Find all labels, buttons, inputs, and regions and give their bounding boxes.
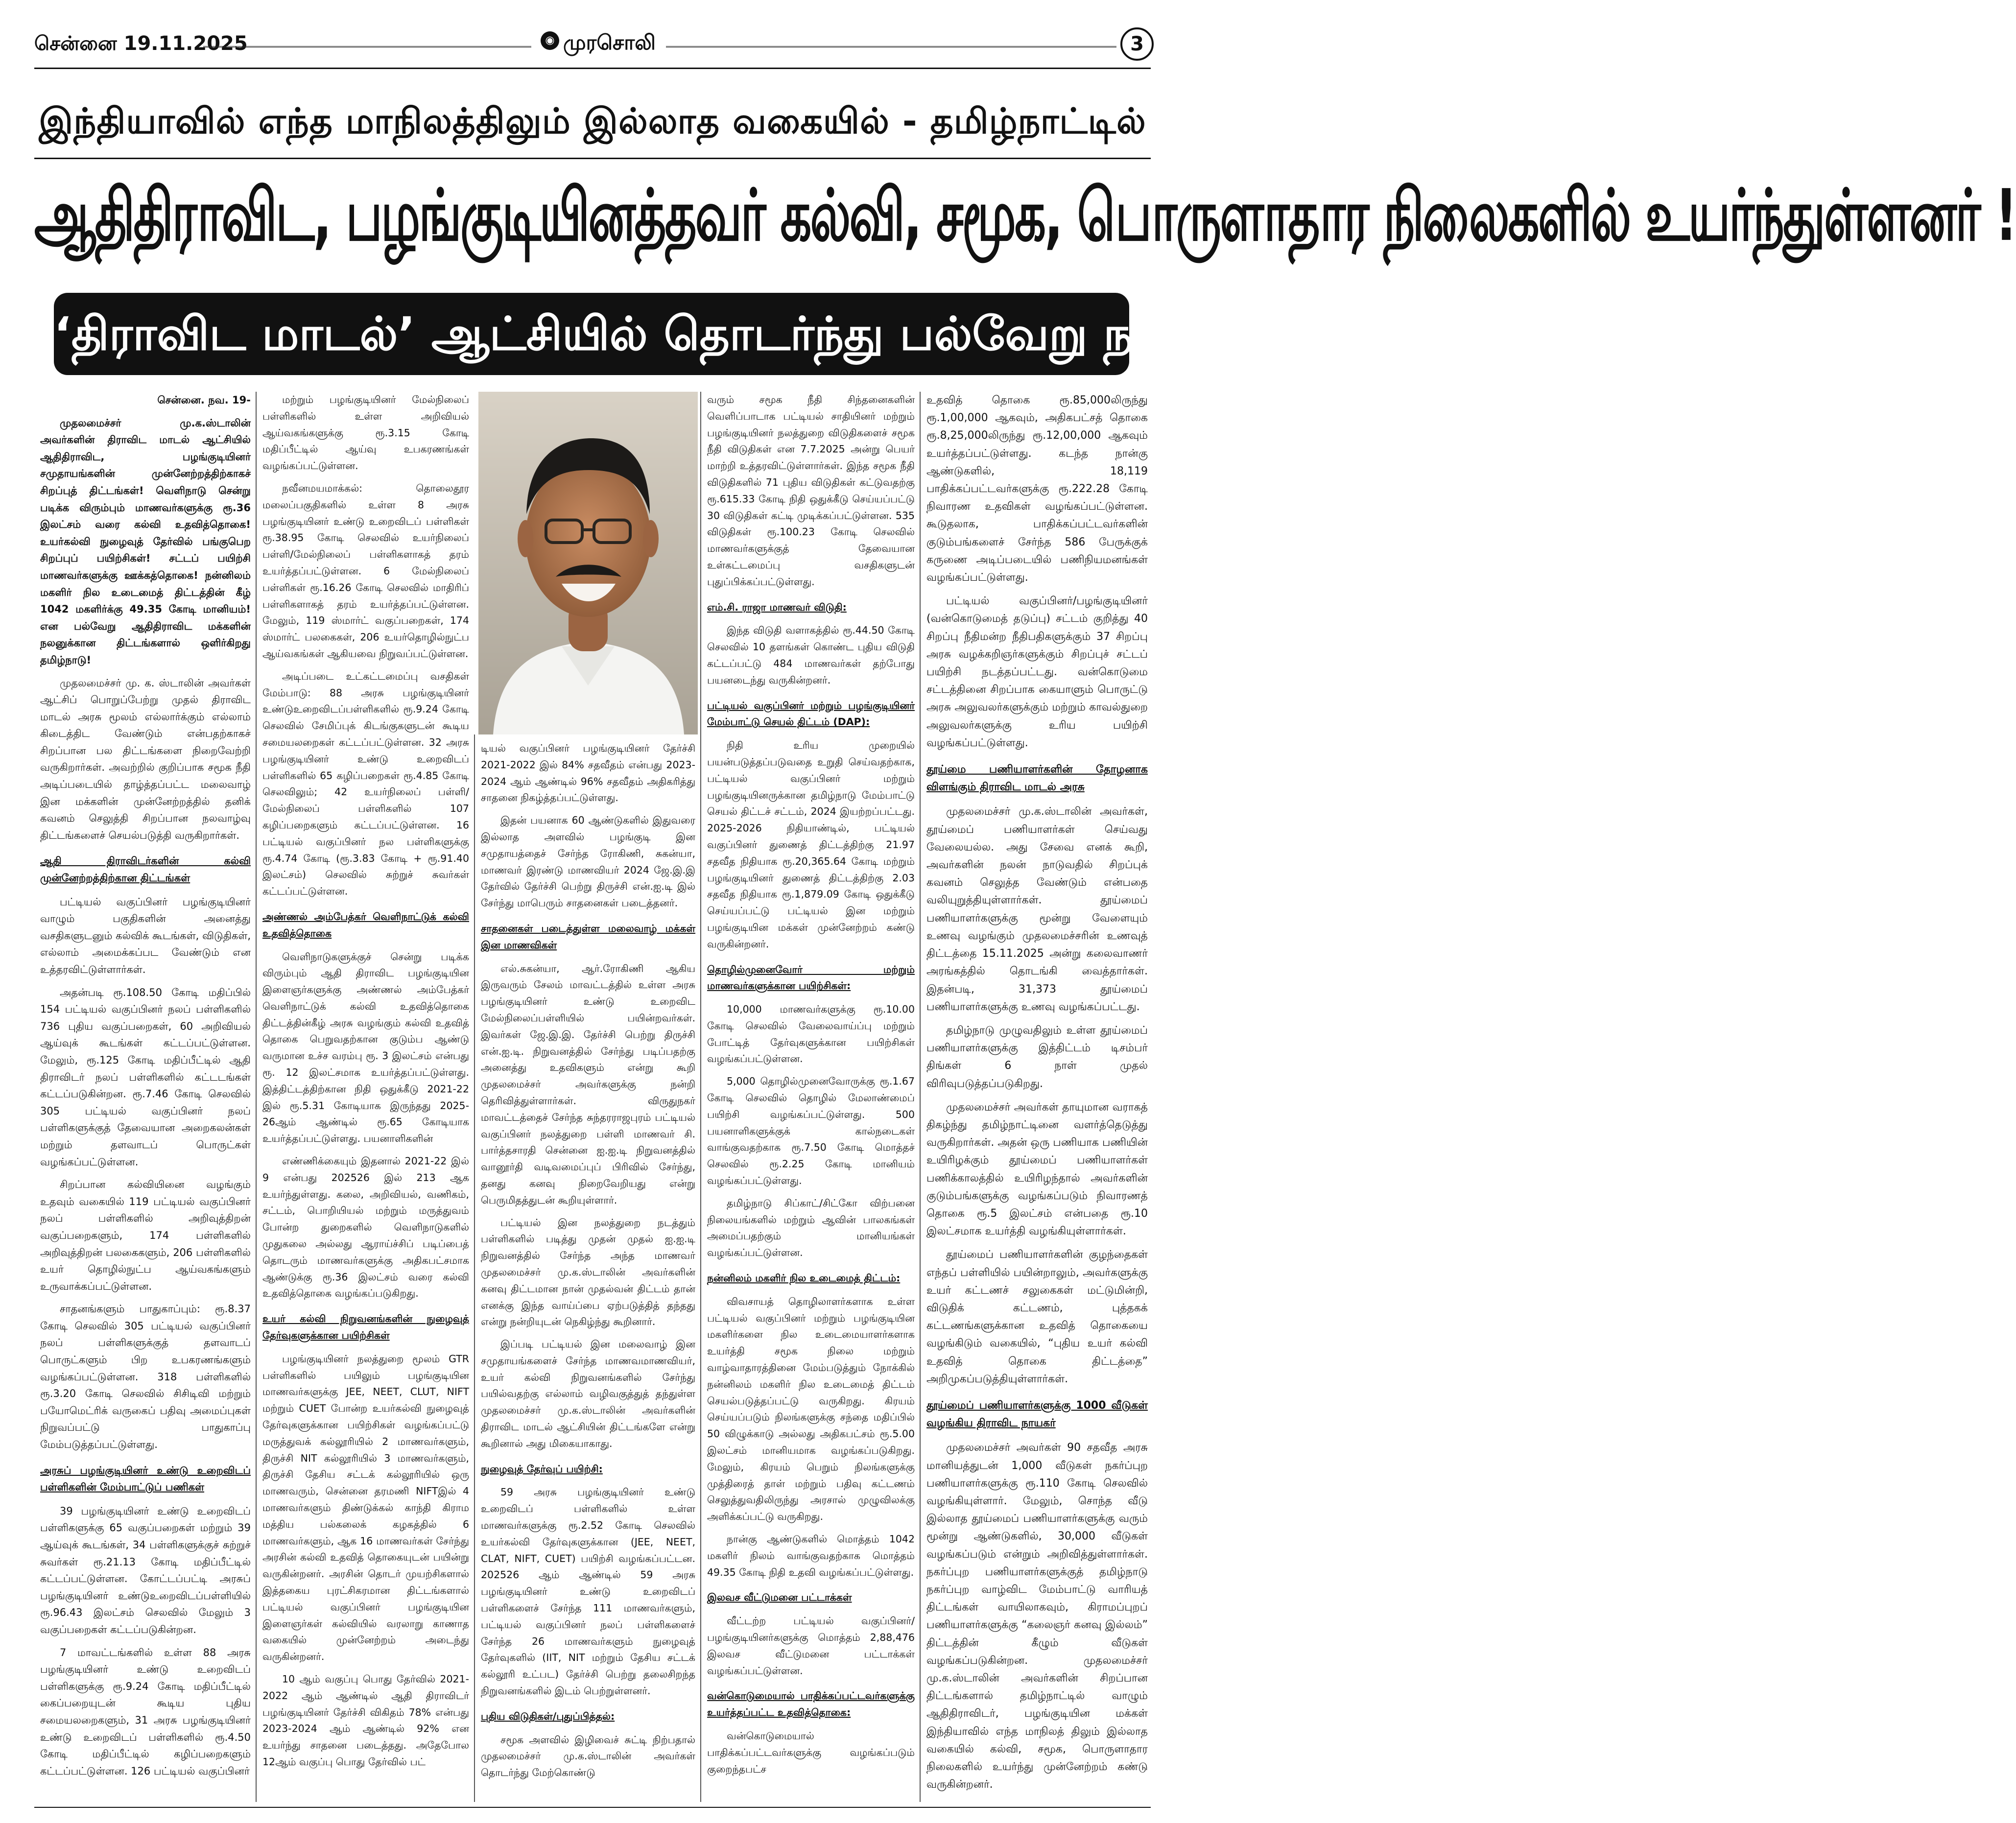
subheading: அரசுப் பழங்குடியினர் உண்டு உறைவிடப் பள்ளிகளின் மேம்பாட்டுப் பணிகள் xyxy=(40,1464,251,1493)
paragraph: நவீனமயமாக்கல்: தொலைதூர மலைப்பகுதிகளில் உள்ள 8 அரசு பழங்குடியினர் உண்டு உறைவிடப் பள்ளிகள் ரூ.38.95 கோடி செலவில் உயர்நிலைப் பள்ளி/மேல்நிலைப் பள்ளிகளாகத் தரம் உயர்த்தப்பட்டுள்ளன. 6 மேல்நிலைப் பள்ளிகள் ரூ.16.26 கோடி செலவில் மாதிரிப் பள்ளிகளாகத் தரம் உயர்த்தப்பட்டுள்ளன. மேலும், 119 ஸ்மார்ட் வகுப்பறைகள், 174 ஸ்மார்ட் பலகைகள், 206 உயர்தொழில்நுட்ப ஆய்வகங்கள் ஆகியவை நிறுவப்பட்டுள்ளன. xyxy=(262,482,469,660)
paragraph: பட்டியல் இன நலத்துறை நடத்தும் பள்ளிகளில் படித்து முதன் முதல் ஐ.ஐ.டி நிறுவனத்தில் சேர்ந்த அந்த மாணவர் முதலமைச்சர் மு.க.ஸ்டாலின் அவர்களின் கனவு திட்டமான நான் முதல்வன் திட்டம் தான் எனக்கு இந்த வாய்ப்பை ஏற்படுத்தித் தந்தது என்று நன்றியுடன் நெகிழ்ந்து கூறினார். xyxy=(481,1216,695,1328)
paragraph: எல்.சுகன்யா, ஆர்.ரோகிணி ஆகிய இருவரும் சேலம் மாவட்டத்தில் உள்ள அரசு பழங்குடியினர் உண்டு உறைவிட மேல்நிலைப்பள்ளியில் பயின்றவர்கள். இவர்கள் ஜே.இ.இ. தேர்ச்சி பெற்று திருச்சி என்.ஐ.டி. நிறுவனத்தில் சேர்ந்து படிப்பதற்கு அனைத்து உதவிகளும் என்று கூறி முதலமைச்சர் அவர்களுக்கு நன்றி தெரிவித்துள்ளார்கள். விருதுநகர் மாவட்டத்தைச் சேர்ந்த சுந்தரராஜபுரம் பட்டியல் வகுப்பினர் நலத்துறை பள்ளி மாணவர் சி. பார்த்தசாரதி சென்னை ஐ.ஐ.டி நிறுவனத்தில் வானூர்தி வடிவமைப்புப் பிரிவில் சேர்ந்து, தனது கனவு நிறைவேறியது என்று பெருமிதத்துடன் கூறியுள்ளார். xyxy=(481,962,695,1206)
article-column-5 xyxy=(926,392,1148,1799)
paragraph: வீட்டற்ற பட்டியல் வகுப்பினர்/பழங்குடியினர்களுக்கு மொத்தம் 2,88,476 இலவச வீட்டுமனை பட்டாக்கள் வழங்கப்பட்டுள்ளன. xyxy=(707,1615,915,1677)
page-number: 3 xyxy=(1120,27,1154,61)
paragraph: அதன்படி ரூ.108.50 கோடி மதிப்பில் 154 பட்டியல் வகுப்பினர் நலப் பள்ளிகளில் 736 புதிய வகுப்பறைகள், 60 அறிவியல் ஆய்வுக் கூடங்கள் கட்டப்பட்டுள்ளன. மேலும், ரூ.125 கோடி மதிப்பீட்டில் ஆதி திராவிடர் நலப் பள்ளிகளில் கட்டடங்கள் கட்டப்படுகின்றன. ரூ.7.46 கோடி செலவில் 305 பட்டியல் வகுப்பினர் நலப் பள்ளிகளுக்குத் தேவையான அறைகலன்கள் மற்றும் தளவாடப் பொருட்கள் வழங்கப்பட்டுள்ளன. xyxy=(40,986,251,1168)
subheading: புதிய விடுதிகள்/புதுப்பித்தல்: xyxy=(481,1710,615,1722)
paragraph: முதலமைச்சர் மு.க.ஸ்டாலின் அவர்கள், தூய்மைப் பணியாளர்கள் செய்வது வேலையல்ல. அது சேவை எனக் கூறி, அவர்களின் நலன் நாடுவதில் சிறப்புக் கவனம் செலுத்த வேண்டும் என்பதை வலியுறுத்தியுள்ளார்கள். தூய்மைப் பணியாளர்களுக்கு மூன்று வேளையும் உணவு வழங்கும் முதலமைச்சரின் உணவுத் திட்டத்தை 15.11.2025 அன்று கலைவாணர் அரங்கத்தில் தொடங்கி வைத்தார்கள். இதன்படி, 31,373 தூய்மைப் பணியாளர்களுக்கு உணவு வழங்கப்பட்டது. xyxy=(926,805,1148,1013)
paragraph: தமிழ்நாடு முழுவதிலும் உள்ள தூய்மைப் பணியாளர்களுக்கு இத்திட்டம் டிசம்பர் திங்கள் 6 நாள் முதல் விரிவுபடுத்தப்படுகிறது. xyxy=(926,1024,1148,1090)
dateline: சென்னை. நவ. 19- xyxy=(157,394,251,406)
masthead-paper-name: முரசொலி xyxy=(563,30,656,54)
paragraph: எண்ணிக்கையும் இதனால் 2021-22 இல் 9 என்பது 202526 இல் 213 ஆக உயர்ந்துள்ளது. கலை, அறிவியல், வணிகம், சட்டம், பொறியியல் மற்றும் மருத்துவம் போன்ற துறைகளில் வெளிநாடுகளில் முதுகலை அல்லது ஆராய்ச்சிப் படிப்பைத் தொடரும் மாணவர்களுக்கு அதிகபட்சமாக ஆண்டுக்கு ரூ.36 இலட்சம் வரை கல்வி உதவித்தொகை வழங்கப்படுகிறது. xyxy=(262,1155,469,1300)
paragraph: 5,000 தொழில்முனைவோருக்கு ரூ.1.67 கோடி செலவில் தொழில் மேலாண்மைப் பயிற்சி வழங்கப்பட்டுள்ளது. 500 பயனாளிகளுக்குக் கால்நடைகள் வாங்குவதற்காக ரூ.7.50 கோடி மொத்தச் செலவில் ரூ.2.25 கோடி மானியம் வழங்கப்பட்டுள்ளது. xyxy=(707,1075,915,1187)
headline-top: இந்தியாவில் எந்த மாநிலத்திலும் இல்லாத வகையில் - தமிழ்நாட்டில் xyxy=(39,100,1146,142)
paragraph: மற்றும் பழங்குடியினர் மேல்நிலைப் பள்ளிகளில் உள்ள அறிவியல் ஆய்வகங்களுக்கு ரூ.3.15 கோடி மதிப்பீட்டில் ஆய்வு உபகரணங்கள் வழங்கப்பட்டுள்ளன. xyxy=(262,394,469,472)
column-rule xyxy=(920,392,921,1802)
article-column-4 xyxy=(707,392,915,1783)
masthead xyxy=(34,30,1151,60)
subheading: தூய்மைப் பணியாளர்களுக்கு 1000 வீடுகள் வழங்கிய திராவிட நாயகர் xyxy=(926,1399,1148,1430)
banner xyxy=(54,293,1445,375)
paragraph: இந்த விடுதி வளாகத்தில் ரூ.44.50 கோடி செலவில் 10 தளங்கள் கொண்ட புதிய விடுதி கட்டப்பட்டு 484 மாணவர்கள் தற்போது பயனடைந்து வருகின்றனர். xyxy=(707,624,915,686)
headline-divider xyxy=(34,158,1151,159)
headline-main: ஆதிதிராவிட, பழங்குடியினத்தவர் கல்வி, சமூக, பொருளாதார நிலைகளில் உயர்ந்துள்ளனர் ! xyxy=(34,174,2016,257)
paragraph: பட்டியல் வகுப்பினர் பழங்குடியினர் வாழும் பகுதிகளின் அனைத்து வசதிகளுடனும் கல்விக் கூடங்கள், விடுதிகள், எல்லாம் அமைக்கப்பட வேண்டும் என உத்தரவிட்டுள்ளார்கள். xyxy=(40,896,251,975)
paragraph: இதன் பயனாக 60 ஆண்டுகளில் இதுவரை இல்லாத அளவில் பழங்குடி இன சமுதாயத்தைச் சேர்ந்த ரோகிணி, சுகன்யா, மாணவர் இரண்டு மாணவியர் 2024 ஜே.இ.இ தேர்வில் தேர்ச்சி பெற்று திருச்சி என்.ஐ.டி இல் சேர்ந்து மாபெரும் சாதனைகள் படைத்தனர். xyxy=(481,814,695,909)
chief-minister-photo xyxy=(478,392,698,734)
paragraph: சிறப்பான கல்வியினை வழங்கும் உதவும் வகையில் 119 பட்டியல் வகுப்பினர் நலப் பள்ளிகளில் அறிவுத்திறன் வகுப்பறைகளும், 174 பள்ளிகளில் அறிவுத்திறன் பலகைகளும், 206 பள்ளிகளில் உயர் தொழில்நுட்ப ஆய்வகங்களும் உருவாக்கப்பட்டுள்ளன. xyxy=(40,1179,251,1292)
column-rule xyxy=(256,392,257,1802)
paragraph: அடிப்படை உட்கட்டமைப்பு வசதிகள் மேம்பாடு: 88 அரசு பழங்குடியினர் உண்டுஉறைவிடப்பள்ளிகளில் ரூ.9.24 கோடி செலவில் சேமிப்புக் கிடங்குகளுடன் கூடிய சமையலறைகள் கட்டப்பட்டுள்ளன. 32 அரசு பழங்குடியினர் உண்டு உறைவிடப் பள்ளிகளில் 65 கழிப்பறைகள் ரூ.4.85 கோடி செலவிலும்; 42 உயர்நிலைப் பள்ளி/மேல்நிலைப் பள்ளிகளில் 107 கழிப்பறைகளும் கட்டப்பட்டுள்ளன. 16 பட்டியல் வகுப்பினர் நல பள்ளிகளுக்கு ரூ.4.74 கோடி (ரூ.3.83 கோடி + ரூ.91.40 இலட்சம்) செலவில் சுற்றுச் சுவர்கள் கட்டப்பட்டுள்ளன. xyxy=(262,670,469,898)
article-column-2 xyxy=(262,392,469,1776)
subheading: சாதனைகள் படைத்துள்ள மலைவாழ் மக்கள் இன மாணவிகள் xyxy=(481,922,695,951)
paragraph: இப்படி பட்டியல் இன மலைவாழ் இன சமுதாயங்களைச் சேர்ந்த மாணவமாணவியர், உயர் கல்வி நிறுவனங்களில் சேர்ந்து பயில்வதற்கு எல்லாம் வழிவகுத்துத் தந்துள்ள முதலமைச்சர் மு.க.ஸ்டாலின் அவர்களின் திராவிட மாடல் ஆட்சியின் திட்டங்களே என்று கூறினால் அது மிகையாகாது. xyxy=(481,1338,695,1449)
paragraph: வன்கொடுமையால் பாதிக்கப்பட்டவர்களுக்கு வழங்கப்படும் குறைந்தபட்ச xyxy=(707,1729,915,1775)
article-column-1 xyxy=(40,392,251,1785)
paragraph: தூய்மைப் பணியாளர்களின் குழந்தைகள் எந்தப் பள்ளியில் பயின்றாலும், அவர்களுக்கு உயர் கட்டணச் சலுகைகள் மட்டுமின்றி, விடுதிக் கட்டணம், புத்தகக் கட்டணங்களுக்கான உதவித் தொகையை வழங்கிடும் வகையில், “புதிய உயர் கல்வி உதவித் தொகை திட்டத்தை” அறிமுகப்படுத்தியுள்ளார்கள். xyxy=(926,1249,1148,1385)
lead-paragraph: முதலமைச்சர் மு.க.ஸ்டாலின் அவர்களின் திராவிட மாடல் ஆட்சியில் ஆதிதிராவிட, பழங்குடியினர் சமுதாயங்களின் முன்னேற்றத்திற்காகச் சிறப்புத் திட்டங்கள்! வெளிநாடு சென்று படிக்க விரும்பும் மாணவர்களுக்கு ரூ.36 இலட்சம் வரை கல்வி உதவித்தொகை! உயர்கல்வி நுழைவுத் தேர்வில் பங்குபெற சிறப்புப் பயிற்சிகள்! சட்டப் பயிற்சி மாணவர்களுக்கு ஊக்கத்தொகை! நன்னிலம் மகளிர் நில உடைமைத் திட்டத்தின் கீழ் 1042 மகளிர்க்கு 49.35 கோடி மானியம்! என பல்வேறு ஆதிதிராவிட மக்களின் நலனுக்கான திட்டங்களால் ஒளிர்கிறது தமிழ்நாடு! xyxy=(40,417,251,666)
paragraph: வரும் சமூக நீதி சிந்தனைகளின் வெளிப்பாடாக பட்டியல் சாதியினர் மற்றும் பழங்குடியினர் நலத்துறை விடுதிகளைச் சமூக நீதி விடுதிகள் என 7.7.2025 அன்று பெயர் மாற்றி உத்தரவிட்டுள்ளார்கள். இந்த சமூக நீதி விடுதிகளில் 71 புதிய விடுதிகள் கட்டுவதற்கு ரூ.615.33 கோடி நிதி ஒதுக்கீடு செய்யப்பட்டு 30 விடுதிகள் கட்டி முடிக்கப்பட்டுள்ளன. 535 விடுதிகள் ரூ.100.23 கோடி செலவில் மாணவர்களுக்குத் தேவையான உள்கட்டமைப்பு வசதிகளுடன் புதுப்பிக்கப்பட்டுள்ளது. xyxy=(707,394,915,588)
paragraph: நான்கு ஆண்டுகளில் மொத்தம் 1042 மகளிர் நிலம் வாங்குவதற்காக மொத்தம் 49.35 கோடி நிதி உதவி வழங்கப்பட்டுள்ளது. xyxy=(707,1533,915,1578)
paragraph: சாதனங்களும் பாதுகாப்பும்: ரூ.8.37 கோடி செலவில் 305 பட்டியல் வகுப்பினர் நலப் பள்ளிகளுக்குத் தளவாடப் பொருட்களும் பிற உபகரணங்களும் வழங்கப்பட்டுள்ளன. 318 பள்ளிகளில் ரூ.3.20 கோடி செலவில் சிசிடிவி மற்றும் பயோமெட்ரிக் வருகைப் பதிவு அமைப்புகள் நிறுவப்பட்டு பாதுகாப்பு மேம்படுத்தப்பட்டுள்ளது. xyxy=(40,1303,251,1451)
page-bottom-rule xyxy=(34,1807,1151,1808)
paragraph: நிதி உரிய முறையில் பயன்படுத்தப்படுவதை உறுதி செய்வதற்காக, பட்டியல் வகுப்பினர் மற்றும் பழங்குடியினருக்கான தமிழ்நாடு மேம்பாட்டு செயல் திட்டச் சட்டம், 2024 இயற்றப்பட்டது. 2025-2026 நிதியாண்டில், பட்டியல் வகுப்பினர் துணைத் திட்டத்திற்கு 21.97 சதவீத நிதியாக ரூ.20,365.64 கோடி மற்றும் பழங்குடியினர் துணைத் திட்டத்திற்கு 2.03 சதவீத நிதியாக ரூ.1,879.09 கோடி ஒதுக்கீடு செய்யப்பட்டு பட்டியல் இன மற்றும் பழங்குடியின மக்கள் முன்னேற்றம் கண்டு வருகின்றனர். xyxy=(707,739,915,950)
paragraph: டியல் வகுப்பினர் பழங்குடியினர் தேர்ச்சி 2021-2022 இல் 84% சதவீதம் என்பது 2023-2024 ஆம் ஆண்டில் 96% சதவீதம் அதிகரித்து சாதனை நிகழ்த்தப்பட்டுள்ளது. xyxy=(481,742,695,804)
paragraph: 39 பழங்குடியினர் உண்டு உறைவிடப் பள்ளிகளுக்கு 65 வகுப்பறைகள் மற்றும் 39 ஆய்வுக் கூடங்கள், 34 பள்ளிகளுக்குச் சுற்றுச் சுவர்கள் ரூ.21.13 கோடி மதிப்பீட்டில் கட்டப்பட்டுள்ளன. கோட்டப்பட்டி அரசுப் பழங்குடியினர் உண்டுஉறைவிடப்பள்ளியில் ரூ.96.43 இலட்சம் செலவில் மேலும் 3 வகுப்பறைகள் கட்டப்படுகின்றன. xyxy=(40,1505,251,1635)
paragraph: 10,000 மாணவர்களுக்கு ரூ.10.00 கோடி செலவில் வேலைவாய்ப்பு மற்றும் போட்டித் தேர்வுகளுக்கான பயிற்சிகள் வழங்கப்பட்டுள்ளன. xyxy=(707,1003,915,1065)
paragraph: பட்டியல் வகுப்பினர்/பழங்குடியினர் (வன்கொடுமைத் தடுப்பு) சட்டம் குறித்து 40 சிறப்பு நீதிமன்ற நீதிபதிகளுக்கும் 37 சிறப்பு அரசு வழக்கறிஞர்களுக்கும் சிறப்புச் சட்டப் பயிற்சி நடத்தப்பட்டது. வன்கொடுமை சட்டத்தினை சிறப்பாக கையாளும் பொருட்டு அரசு அலுவலர்களுக்கும் மற்றும் காவல்துறை அலுவலர்களுக்கு உரிய பயிற்சி வழங்கப்பட்டுள்ளது. xyxy=(926,595,1148,749)
paragraph: முதலமைச்சர் அவர்கள் 90 சதவீத அரசு மானியத்துடன் 1,000 வீடுகள் நகர்ப்புற பணியாளர்களுக்கு ரூ.110 கோடி செலவில் வழங்கியுள்ளார். மேலும், சொந்த வீடு இல்லாத தூய்மைப் பணியாளர்களுக்கு வரும் மூன்று ஆண்டுகளில், 30,000 வீடுகள் வழங்கப்படும் என்றும் அறிவித்துள்ளார்கள். நகர்ப்புற பணியாளர்களுக்குத் தமிழ்நாடு நகர்ப்புற வாழ்விட மேம்பாட்டு வாரியத் திட்டங்கள் வாயிலாகவும், கிராமப்புறப் பணியாளர்களுக்கு “கலைஞர் கனவு இல்லம்” திட்டத்தின் கீழும் வீடுகள் வழங்கப்படுகின்றன. முதலமைச்சர் மு.க.ஸ்டாலின் அவர்களின் சிறப்பான திட்டங்களால் தமிழ்நாட்டில் வாழும் ஆதிதிராவிடர், பழங்குடியின மக்கள் இந்தியாவில் எந்த மாநிலத் திலும் இல்லாத வகையில் கல்வி, சமூக, பொருளாதார நிலைகளில் உயர்ந்து முன்னேற்றம் கண்டு வருகின்றனர். xyxy=(926,1442,1148,1791)
subheading: எம்.சி. ராஜா மாணவர் விடுதி: xyxy=(707,601,847,613)
subheading: இலவச வீட்டுமனை பட்டாக்கள் xyxy=(707,1591,852,1604)
masthead-underline xyxy=(34,68,1151,69)
paragraph: 10 ஆம் வகுப்பு பொது தேர்வில் 2021-2022 ஆம் ஆண்டில் ஆதி திராவிடர் பழங்குடியினர் தேர்ச்சி விகிதம் 78% என்பது 2023-2024 ஆம் ஆண்டில் 92% என உயர்ந்து சாதனை படைத்தது. அதேபோல 12ஆம் வகுப்பு பொது தேர்வில் பட் xyxy=(262,1673,469,1768)
subheading: நுழைவுத் தேர்வுப் பயிற்சி: xyxy=(481,1463,603,1475)
subheading: பட்டியல் வகுப்பினர் மற்றும் பழங்குடியினர் மேம்பாட்டு செயல் திட்டம் (DAP): xyxy=(707,699,915,728)
elephant-logo-icon: ◉ xyxy=(541,31,559,50)
paragraph: பழங்குடியினர் நலத்துறை மூலம் GTR பள்ளிகளில் பயிலும் பழங்குடியின மாணவர்களுக்கு JEE, NEET, CLUT, NIFT மற்றும் CUET போன்ற உயர்கல்வி நுழைவுத் தேர்வுகளுக்கான பயிற்சிகள் வழங்கப்பட்டு மருத்துவக் கல்லூரியில் 2 மாணவர்களும், திருச்சி NIT கல்லூரியில் 3 மாணவர்களும், திருச்சி தேசிய சட்டக் கல்லூரியில் ஒரு மாணவரும், சென்னை தரமணி NIFTஇல் 4 மாணவர்களும் திண்டுக்கல் காந்தி கிராம மத்திய பல்கலைக் கழகத்தில் 6 மாணவர்களும், ஆக 16 மாணவர்கள் சேர்ந்து அரசின் கல்வி உதவித் தொகையுடன் பயின்று வருகின்றனர். அரசின் தொடர் முயற்சிகளால் இத்தகைய புரட்சிகரமான திட்டங்களால் பட்டியல் வகுப்பினர் பழங்குடியின இளைஞர்கள் கல்வியில் வரலாறு காணாத வகையில் முன்னேற்றம் அடைந்து வருகின்றனர். xyxy=(262,1352,469,1663)
column-rule xyxy=(700,392,701,1802)
paragraph: சமூக அளவில் இழிவைச் சுட்டி நிற்பதால் முதலமைச்சர் மு.க.ஸ்டாலின் அவர்கள் தொடர்ந்து மேற்கொண்டு xyxy=(481,1733,695,1779)
masthead-date: சென்னை 19.11.2025 xyxy=(34,32,248,55)
paragraph: தமிழ்நாடு சிப்காட்/சிட்கோ விற்பனை நிலையங்களில் மற்றும் ஆவின் பாலகங்கள் அமைப்பதற்கும் மானியங்கள் வழங்கப்பட்டுள்ளன. xyxy=(707,1197,915,1259)
subheading: நன்னிலம் மகளிர் நில உடைமைத் திட்டம்: xyxy=(707,1272,901,1284)
column-rule xyxy=(474,734,475,1802)
paragraph: விவசாயத் தொழிலாளர்களாக உள்ள பட்டியல் வகுப்பினர் மற்றும் பழங்குடியின மகளிர்களை நில உடைமையாளர்களாக உயர்த்தி சமூக நிலை மற்றும் வாழ்வாதாரத்தினை மேம்படுத்தும் நோக்கில் நன்னிலம் மகளிர் நில உடைமைத் திட்டம் செயல்படுத்தப்பட்டு வருகிறது. கிரயம் செய்யப்படும் நிலங்களுக்கு சந்தை மதிப்பில் 50 விழுக்காடு அல்லது அதிகபட்சம் ரூ.5.00 இலட்சம் மானியமாக வழங்கப்படுகிறது. மேலும், கிரயம் பெறும் நிலங்களுக்கு முத்திரைத் தாள் மற்றும் பதிவு கட்டணம் செலுத்துவதிலிருந்து அரசால் முழுவிலக்கு அளிக்கப்பட்டு வருகிறது. xyxy=(707,1295,915,1523)
subheading: ஆதி திராவிடர்களின் கல்வி முன்னேற்றத்திற்கான திட்டங்கள் xyxy=(40,855,251,884)
subheading: தூய்மை பணியாளர்களின் தோழனாக விளங்கும் திராவிட மாடல் அரசு xyxy=(926,763,1148,794)
subheading: தொழில்முனைவோர் மற்றும் மாணவர்களுக்கான பயிற்சிகள்: xyxy=(707,963,915,992)
paragraph: 59 அரசு பழங்குடியினர் உண்டு உறைவிடப் பள்ளிகளில் உள்ள மாணவர்களுக்கு ரூ.2.52 கோடி செலவில் உயர்கல்வி தேர்வுகளுக்கான (JEE, NEET, CLAT, NIFT, CUET) பயிற்சி வழங்கப்பட்டன. 202526 ஆம் ஆண்டில் 59 அரசு பழங்குடியினர் உண்டு உறைவிடப் பள்ளிகளைச் சேர்ந்த 111 மாணவர்களும், பட்டியல் வகுப்பினர் நலப் பள்ளிகளைச் சேர்ந்த 26 மாணவர்களும் நுழைவுத் தேர்வுகளில் (IIT, NIT மற்றும் தேசிய சட்டக் கல்லூரி உட்பட) தேர்ச்சி பெற்று தலைசிறந்த நிறுவனங்களில் இடம் பெற்றுள்ளனர். xyxy=(481,1486,695,1697)
portrait-image xyxy=(478,392,698,734)
masthead-rule-left xyxy=(203,46,531,47)
paragraph: 7 மாவட்டங்களில் உள்ள 88 அரசு பழங்குடியினர் உண்டு உறைவிடப் பள்ளிகளுக்கு ரூ.9.24 கோடி மதிப்பீட்டில் கைப்பறையுடன் கூடிய புதிய சமையலறைகளும், 31 அரசு பழங்குடியினர் உண்டு உறைவிடப் பள்ளிகளில் ரூ.4.50 கோடி மதிப்பீட்டில் கழிப்பறைகளும் கட்டப்பட்டுள்ளன. 126 பட்டியல் வகுப்பினர் xyxy=(40,1646,251,1777)
masthead-rule-right xyxy=(666,46,1116,47)
subheading: உயர் கல்வி நிறுவனங்களின் நுழைவுத் தேர்வுகளுக்கான பயிற்சிகள் xyxy=(262,1313,469,1342)
paragraph: வெளிநாடுகளுக்குச் சென்று படிக்க விரும்பும் ஆதி திராவிட பழங்குடியின இளைஞர்களுக்கு அண்ணல் அம்பேத்கர் வெளிநாட்டுக் கல்வி உதவித்தொகை திட்டத்தின்கீழ் அரசு வழங்கும் கல்வி உதவித் தொகை பெறுவதற்கான குடும்ப ஆண்டு வருமான உச்ச வரம்பு ரூ. 3 இலட்சம் என்பது ரூ. 12 இலட்சமாக உயர்த்தப்பட்டுள்ளது. இத்திட்டத்திற்கான நிதி ஒதுக்கீடு 2021-22 இல் ரூ.5.31 கோடியாக இருந்தது 2025-26ஆம் ஆண்டில் ரூ.65 கோடியாக உயர்த்தப்பட்டுள்ளது. பயனாளிகளின் xyxy=(262,950,469,1145)
subheading: வன்கொடுமையால் பாதிக்கப்பட்டவர்களுக்கு உயர்த்தப்பட்ட உதவித்தொகை: xyxy=(707,1690,915,1719)
article-column-3 xyxy=(481,740,695,1787)
subheading: அண்ணல் அம்பேத்கர் வெளிநாட்டுக் கல்வி உதவித்தொகை xyxy=(262,910,469,939)
paragraph: உதவித் தொகை ரூ.85,000லிருந்து ரூ.1,00,000 ஆகவும், அதிகபட்சத் தொகை ரூ.8,25,000லிருந்து ரூ.12,00,000 ஆகவும் உயர்த்தப்பட்டுள்ளது. கடந்த நான்கு ஆண்டுகளில், 18,119 பாதிக்கப்பட்டவர்களுக்கு ரூ.222.28 கோடி நிவாரண உதவிகள் வழங்கப்பட்டுள்ளன. கூடுதலாக, பாதிக்கப்பட்டவர்களின் குடும்பங்களைச் சேர்ந்த 586 பேருக்குக் கருணை அடிப்படையில் பணிநியமனங்கள் வழங்கப்பட்டுள்ளது. xyxy=(926,394,1148,584)
paragraph: முதலமைச்சர் மு. க. ஸ்டாலின் அவர்கள் ஆட்சிப் பொறுப்பேற்று முதல் திராவிட மாடல் அரசு மூலம் எல்லார்க்கும் எல்லாம் கிடைத்திட வேண்டும் என்பதற்காகச் சிறப்பான பல திட்டங்களை நிறைவேற்றி வருகிறார்கள். அவற்றில் குறிப்பாக சமூக நீதி அடிப்படையில் தாழ்த்தப்பட்ட மலைவாழ் இன மக்களின் முன்னேற்றத்தில் தனிக் கவனம் செலுத்தி சிறப்பான நலவாழ்வு திட்டங்களைச் செயல்படுத்தி வருகிறார்கள். xyxy=(40,677,251,841)
banner-text: ‘திராவிட மாடல்’ ஆட்சியில் தொடர்ந்து பல்வேறு நலத்திட்டங்கள்! xyxy=(54,308,1445,361)
paragraph: முதலமைச்சர் அவர்கள் தாயுமான வராகத் திகழ்ந்து தமிழ்நாட்டினை வளர்த்தெடுத்து வருகிறார்கள். அதன் ஒரு பணியாக பணியின் உயிரிழக்கும் தூய்மைப் பணியாளர்கள் பணிக்காலத்தில் உயிரிழந்தால் அவர்களின் குடும்பங்களுக்கு வழங்கப்படும் நிவாரணத் தொகை ரூ.5 இலட்சம் என்பதை ரூ.10 இலட்சமாக உயர்த்தி வழங்கியுள்ளார்கள். xyxy=(926,1101,1148,1238)
